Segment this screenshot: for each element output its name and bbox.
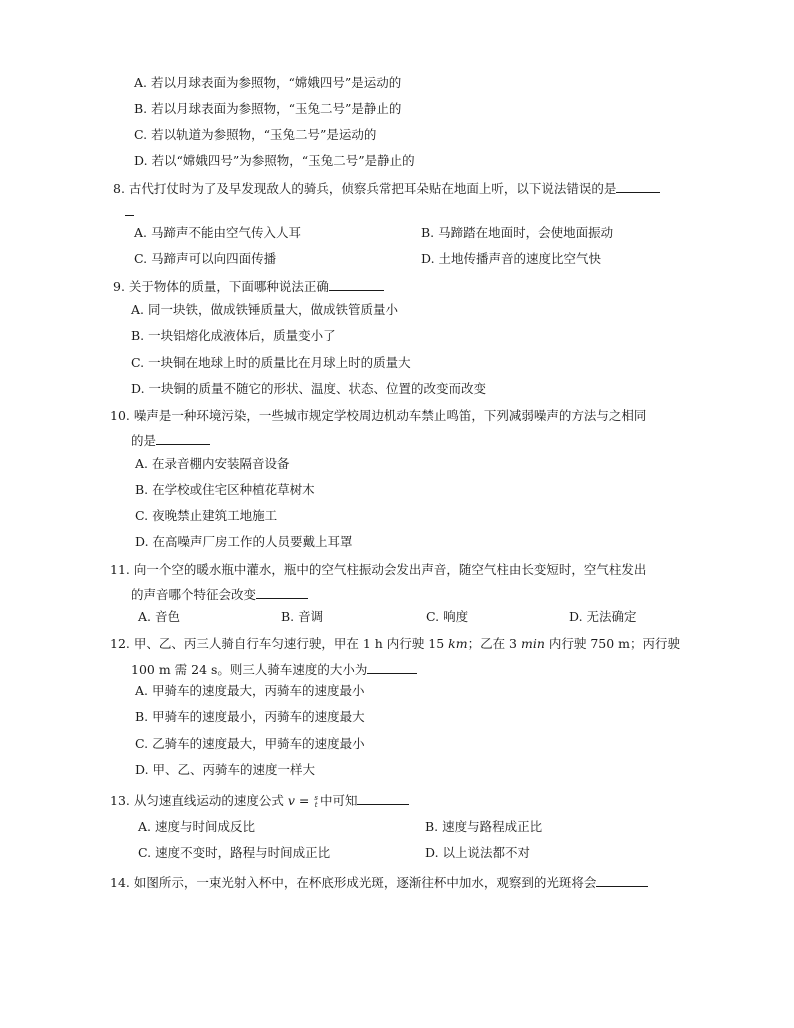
q13-option-d: D. 以上说法都不对	[425, 845, 531, 860]
q7-option-a: A. 若以月球表面为参照物，“嫦娥四号”是运动的	[134, 75, 402, 90]
q13-stem-text: 13. 从匀速直线运动的速度公式	[110, 793, 284, 808]
q13-option-c: C. 速度不变时，路程与时间成正比	[138, 845, 331, 860]
q10-option-a: A. 在录音棚内安装隔音设备	[135, 456, 290, 471]
q9-stem-text: 9. 关于物体的质量，下面哪种说法正确	[113, 279, 329, 294]
q8-blank-wrap	[125, 203, 134, 220]
q11-option-b: B. 音调	[281, 609, 324, 624]
q12-stem-text: 100 m 需 24 s。则三人骑车速度的大小为	[131, 662, 368, 677]
q13-formula-eq: =	[298, 793, 310, 808]
q12-answer-blank	[367, 661, 417, 674]
q13-option-b: B. 速度与路程成正比	[425, 819, 543, 834]
q12-unit-min: min	[521, 636, 545, 651]
q12-stem-part3: 内行驶 750 m；丙行驶	[544, 636, 681, 651]
q9-option-d: D. 一块铜的质量不随它的形状、温度、状态、位置的改变而改变	[131, 381, 487, 396]
q11-answer-blank	[256, 586, 308, 599]
q13-stem-text2: 中可知	[319, 793, 358, 808]
q8-option-c: C. 马蹄声可以向四面传播	[134, 251, 277, 266]
q12-stem-line1	[110, 636, 680, 652]
q8-stem	[113, 180, 660, 197]
q10-option-c: C. 夜晚禁止建筑工地施工	[135, 508, 278, 523]
q13-formula-fraction	[314, 795, 318, 809]
q13-option-a: A. 速度与时间成反比	[138, 819, 255, 834]
q8-option-d: D. 土地传播声音的速度比空气快	[421, 251, 602, 266]
q9-option-b: B. 一块铝熔化成液体后，质量变小了	[131, 328, 336, 343]
q7-option-b: B. 若以月球表面为参照物，“玉兔二号”是静止的	[134, 101, 402, 116]
q12-stem-line2	[131, 661, 417, 678]
q14-stem	[110, 874, 648, 891]
q7-option-c: C. 若以轨道为参照物，“玉兔二号”是运动的	[134, 127, 377, 142]
q13-formula-num: s	[314, 793, 318, 802]
q10-stem-line1: 10. 噪声是一种环境污染，一些城市规定学校周边机动车禁止鸣笛，下列减弱噪声的方法与之相同	[110, 408, 647, 423]
q11-stem-line2	[131, 586, 308, 603]
q11-stem-text: 的声音哪个特征会改变	[131, 587, 257, 602]
q10-option-d: D. 在高噪声厂房工作的人员要戴上耳罩	[135, 534, 353, 549]
q10-stem-line2	[131, 432, 210, 449]
q10-option-b: B. 在学校或住宅区种植花草树木	[135, 482, 315, 497]
q12-option-a: A. 甲骑车的速度最大，丙骑车的速度最小	[135, 683, 365, 698]
q8-stem-text: 8. 古代打仗时为了及早发现敌人的骑兵，侦察兵常把耳朵贴在地面上听，以下说法错误的是	[113, 181, 617, 196]
q13-stem	[110, 792, 409, 809]
q7-option-d: D. 若以“嫦娥四号”为参照物，“玉兔二号”是静止的	[134, 153, 415, 168]
q14-answer-blank	[596, 874, 648, 887]
q12-option-b: B. 甲骑车的速度最小，丙骑车的速度最大	[135, 709, 365, 724]
q9-stem	[113, 278, 384, 295]
q8-option-a: A. 马蹄声不能由空气传入人耳	[134, 225, 301, 240]
q12-option-c: C. 乙骑车的速度最大，甲骑车的速度最小	[135, 736, 365, 751]
q14-stem-text: 14. 如图所示，一束光射入杯中，在杯底形成光斑，逐渐往杯中加水，观察到的光斑将会	[110, 875, 597, 890]
q11-stem-line1: 11. 向一个空的暖水瓶中灌水，瓶中的空气柱振动会发出声音，随空气柱由长变短时，空气柱发出	[110, 562, 647, 577]
q11-option-c: C. 响度	[426, 609, 469, 624]
q13-formula-den: t	[314, 800, 318, 809]
q12-stem-part1: 12. 甲、乙、丙三人骑自行车匀速行驶，甲在 1 h 内行驶 15	[110, 636, 445, 651]
q13-formula-v: v	[287, 793, 295, 808]
q12-unit-km: km	[448, 636, 468, 651]
q12-option-d: D. 甲、乙、丙骑车的速度一样大	[135, 762, 316, 777]
q12-stem-part2: ；乙在 3	[467, 636, 518, 651]
q10-answer-blank	[156, 432, 210, 445]
q11-option-d: D. 无法确定	[569, 609, 637, 624]
q13-answer-blank	[357, 792, 409, 805]
q10-stem-text: 的是	[131, 433, 157, 448]
q8-option-b: B. 马蹄踏在地面时，会使地面振动	[421, 225, 614, 240]
q11-option-a: A. 音色	[138, 609, 180, 624]
q9-answer-blank	[329, 278, 384, 291]
q8-answer-blank	[616, 180, 660, 193]
q9-option-a: A. 同一块铁，做成铁锤质量大，做成铁管质量小	[131, 302, 398, 317]
q9-option-c: C. 一块铜在地球上时的质量比在月球上时的质量大	[131, 355, 411, 370]
q8-answer-blank-cont	[125, 203, 134, 216]
